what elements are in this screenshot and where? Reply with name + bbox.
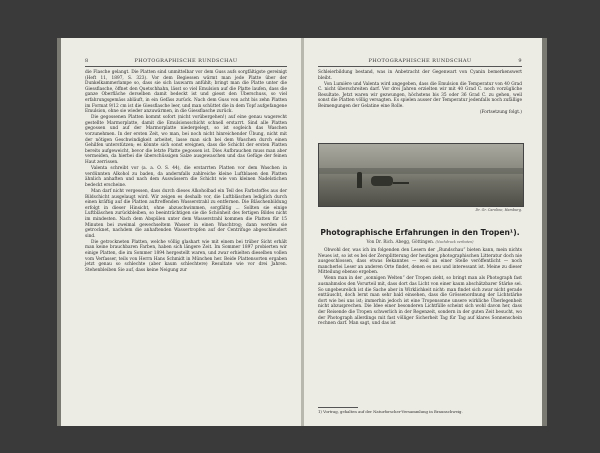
left-paragraph: die Flasche gelangt. Die Platten sind unmittelbar vor dem Guss aufs sorgfältigste gereinigt (Heft 11, 1897, S. 323). Vor dem Begiessen wärmt man jede Platte über der Dunkelkammerlampe so, dass sie sich lauwarm anfühlt; bringt man die Platte unter die Giessflasche, öffnet den Quetschhahn, lässt so viel Emulsion auf die Platte laufen, dass die ganze Oberfläche derselben damit bedeckt ist und giesst den Überschuss, so viel erfahrungsgemäss abläuft, in ein Gefäss zurück. Nach dem Guss von acht bis zehn Platten im Format 9/12 cm ist die Giessflasche leer, und man schüttet die in dem Topf aufgefangene Emulsion, ohne sie wieder anzuwärmen, in die Giessflasche zurück. <box>85 70 287 115</box>
right-running-title: PHOTOGRAPHISCHE RUNDSCHAU <box>368 58 472 64</box>
photo-horizon <box>319 168 523 174</box>
right-paragraph: Wenn man in der „sonnigen Welten“ der Tropen zieht, so bringt man als Photograph fast ausnahmslos den Vorurteil mit, dass dort das Licht von einer kaum abschätzbarer Stärke sei. So ungebeurelich ist die Sache aber in Wirklichkeit nicht: man findet sich zwar nicht gerade enttäuscht, doch lernt man sehr bald einsehen, dass die Grössenordnung der Lichtstärke dort wie bei uns ist; immerhin jedoch ist eine Tropensonne unsere wirkliche Überlegenheit nicht abzusprechen. Die Idee einer besonderen Lichtfülle scheint sich wohl davon her, dass der Reisende die Tropen schwerlich in der Regenzeit, sondern in der guten Zeit besucht, wo der Photograph allerdings mit fast völliger Sicherheit Tag für Tag auf klares Sonnenschein rechnen darf. Man sagt, und das ist <box>318 276 522 327</box>
right-top-text <box>318 70 522 116</box>
photo-caption: Dr. Gr. Caroline, Hamburg. <box>475 208 522 212</box>
left-paragraph: Die getrockneten Platten, welche völlig glashart wie mit einem bei trüber Sicht erhält man keine brauchbaren Farben, haben sich längere Zeit. Im Sommer 1897 probierten wir einige Platten, die im Sommer 1894 hergestellt waren, und zwar erhielten dieselben vollen vom Verfasser, teils von Herrn Hans Schmidt in München her. Beide Plattensorten ergaben jetzt genau so schlechte (aber kaum schlechtere) Resultate wie vor drei Jahren. Stehenbleiben Sie auf, dass keine Neigung zur <box>85 239 287 273</box>
byline-note: (Nachdruck verboten) <box>435 240 474 244</box>
photo-farmer-figure <box>357 172 362 188</box>
right-paragraph: Von Lumière und Valenta wird angegeben, dass die Emulsion die Temperatur von 40 Grad C. nicht überschreiten darf. Vor drei Jahren erzielten wir mit 40 Grad C. noch vorzügliche Resultate. Jetzt waren wir gezwungen, höchstens bis 35 oder 36 Grad C. zu gehen, weil sonst die Platten völlig versagten. Es spielen ausser der Temperatur jedenfalls noch zufällige Beimengungen der Gelatine eine Rolle. <box>318 81 522 110</box>
left-paragraph: Valenta schreibt vor (a. a. O. S. 44), die erstarrten Platten vor dem Waschen in verdünnten Alkohol zu baden, da andernfalls zahlreiche kleine Luftblasen den Platten ähnlich anhaften und nach dem Auswässern die Schicht wie von kleinen Nadelstichen bedeckt erscheine. <box>85 166 287 188</box>
left-header-rule <box>85 66 287 67</box>
article-title: Photographische Erfahrungen in den Tropen¹). <box>320 228 520 237</box>
left-paragraph: Die gegossenen Platten kommt sofort (nicht vorübergehen!) auf eine genau wagerecht gestellte Marmorplatte, damit die Emulsionsschicht schnell erstarrt. Sind alle Platten gegossen und auf der Marmorplatte niedergelegt, so ist sogleich das Waschen vorzunehmen. In der ersten Zeit, wo man, bei noch nicht hinreichender Übung, nicht mit der nötigen Geschwindigkeit arbeitet, lasse man sich bei dem Waschen durch einen Gehilfen unterstützen; es könnte sich sonst ereignen, dass die Schicht der ersten Platten bereits aufgeweicht, bevor die letzte Platte gegossen ist. Dies Aufbrauchen muss man aber vermeiden, da hierbei die überschüssigen Salze ausgewaschen und das Gefüge der feinen Haut zerrissen. <box>85 115 287 165</box>
footnote-rule <box>318 407 358 408</box>
field-photograph <box>318 143 524 207</box>
left-paragraph: Man darf nicht vergessen, dass durch dieses Alkoholbad ein Teil des Farbstoffes aus der Bildschicht ausgelaugt wird. Wir zeigen es deshalb vor, die Luftbläschen lediglich durch einen kräftig auf die Platten auftreffenden Wasserstrahl zu entfernen. Die Bläschenbildung erfolgt in dieser Hinsicht, ohne abzuschwimmen, sorgfältig ... Sollten sie einige Luftbläschen zurückbleiben, so beeinträchtigen sie die Schönheit des fertigen Bildes nicht im mindesten. Nach dem Abspülen unter dem Wasserstrahl kommen die Platten für 15 Minuten bei zweimal gewechseltem Wasser in einen Waschtrog; dann werden sie getrocknet, nachdem die anhaftenden Wassertropfen auf der Centrifuge abgeschleudert sind. <box>85 188 287 239</box>
right-paragraph: Schleierbildung bestand, was in Anbetracht der Gegenwart von Cyanin bemerkenswert bleibt. <box>318 70 522 81</box>
byline-author: Von Dr. Rich. Abegg, Göttingen. <box>366 239 435 244</box>
right-header-rule <box>318 66 522 67</box>
right-body-text <box>318 248 522 327</box>
left-running-title: PHOTOGRAPHISCHE RUNDSCHAU <box>134 58 238 64</box>
right-page-number: 9 <box>518 58 522 64</box>
left-page-number: 8 <box>85 58 89 64</box>
open-book <box>57 38 547 426</box>
left-body-text <box>85 70 287 274</box>
article-byline <box>318 239 522 244</box>
photo-draft-animal <box>371 176 393 186</box>
footnote: 1) Vortrag, gehalten auf der Naturforscher-Versammlung in Braunschweig. <box>318 409 463 414</box>
right-page <box>304 38 542 426</box>
right-paragraph: Obwohl der, was ich im folgenden den Lesern der „Rundschau“ bieten kann, mein nichts Neues ist, so ist es bei der Zersplitterung der heutigen photographischen Litteratur doch nie ausgeschlossen, dass etwas Bekanntes — weil an einer Stelle veröffentlicht — noch mancherlei Leser an anderen Orte findet, denen es neu und interessant ist. Meine zu dieser Mitteilung ebenso ergeben. <box>318 248 522 276</box>
photo-plough <box>393 182 409 184</box>
left-page <box>61 38 301 426</box>
continuation-note: (Fortsetzung folgt.) <box>479 110 522 116</box>
